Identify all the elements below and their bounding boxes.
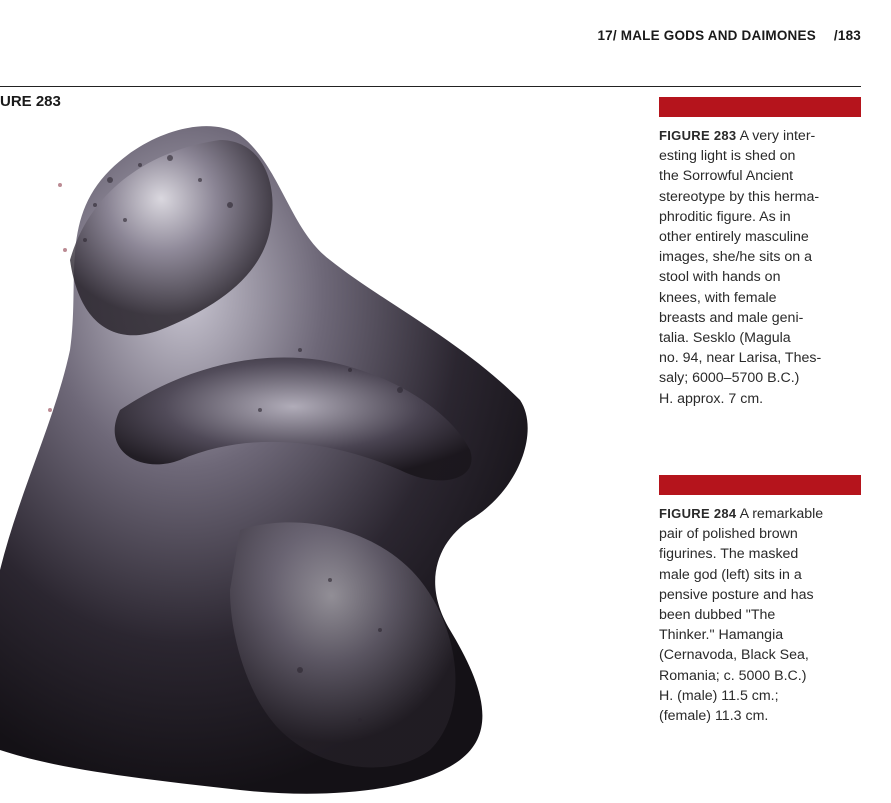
caption-accent-bar <box>659 97 861 117</box>
caption-line: other entirely masculine <box>659 229 809 246</box>
figurine-photo <box>0 110 560 800</box>
caption-line: stereotype by this herma- <box>659 188 820 205</box>
chapter-title: 17/ MALE GODS AND DAIMONES <box>597 28 816 43</box>
caption-line: breasts and male geni- <box>659 309 804 326</box>
caption-line: Romania; c. 5000 B.C.) <box>659 667 807 684</box>
caption-figure-283 <box>659 97 864 409</box>
caption-line: knees, with female <box>659 289 777 306</box>
caption-line: pensive posture and has <box>659 586 814 603</box>
caption-line: esting light is shed on <box>659 148 796 165</box>
caption-label: FIGURE 284 <box>659 506 737 521</box>
caption-line: stool with hands on <box>659 269 781 286</box>
caption-line: H. (male) 11.5 cm.; <box>659 687 779 704</box>
caption-line: Thinker." Hamangia <box>659 627 784 644</box>
running-head <box>597 28 861 43</box>
caption-line: A very inter- <box>736 128 816 144</box>
caption-line: H. approx. 7 cm. <box>659 390 764 407</box>
caption-line: talia. Sesklo (Magula <box>659 330 791 347</box>
caption-text <box>659 126 864 409</box>
caption-line: phroditic figure. As in <box>659 208 791 225</box>
caption-line: (female) 11.3 cm. <box>659 708 769 725</box>
caption-line: the Sorrowful Ancient <box>659 168 794 185</box>
caption-line: pair of polished brown <box>659 526 798 543</box>
caption-line: male god (left) sits in a <box>659 566 802 583</box>
caption-text <box>659 504 864 726</box>
caption-line: A remarkable <box>736 506 824 522</box>
caption-line: images, she/he sits on a <box>659 249 812 266</box>
page-number: /183 <box>833 28 861 43</box>
caption-line: no. 94, near Larisa, Thes- <box>659 350 822 367</box>
header-rule <box>0 86 861 87</box>
caption-label: FIGURE 283 <box>659 128 737 143</box>
caption-line: figurines. The masked <box>659 546 799 563</box>
caption-figure-284 <box>659 475 864 726</box>
caption-line: saly; 6000–5700 B.C.) <box>659 370 800 387</box>
figure-label: URE 283 <box>0 93 61 110</box>
caption-accent-bar <box>659 475 861 495</box>
caption-line: been dubbed "The <box>659 607 776 624</box>
caption-line: (Cernavoda, Black Sea, <box>659 647 809 664</box>
